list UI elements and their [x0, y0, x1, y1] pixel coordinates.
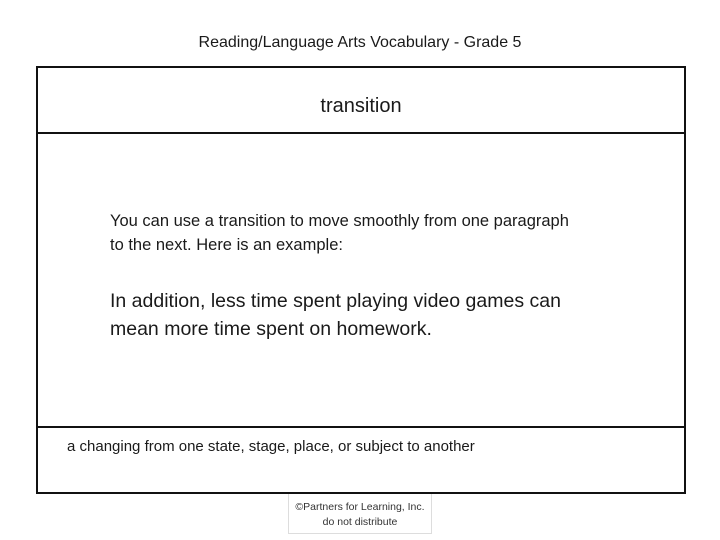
definition-row: [38, 426, 684, 492]
term-row: [38, 68, 684, 134]
page-title: Reading/Language Arts Vocabulary - Grade 5: [198, 34, 522, 51]
example-sentence: In addition, less time spent playing video games can mean more time spent on homework.: [110, 290, 561, 340]
definition-text: a changing from one state, stage, place, or subject to another: [67, 438, 475, 455]
vocabulary-card: [36, 66, 686, 494]
copyright-text: ©Partners for Learning, Inc.: [295, 501, 425, 513]
copyright-footer: [288, 494, 432, 534]
vocabulary-term: transition: [320, 95, 402, 117]
distribution-notice: do not distribute: [322, 516, 398, 528]
example-intro-text: You can use a transition to move smoothly from one paragraph to the next. Here is an example:: [110, 212, 569, 254]
